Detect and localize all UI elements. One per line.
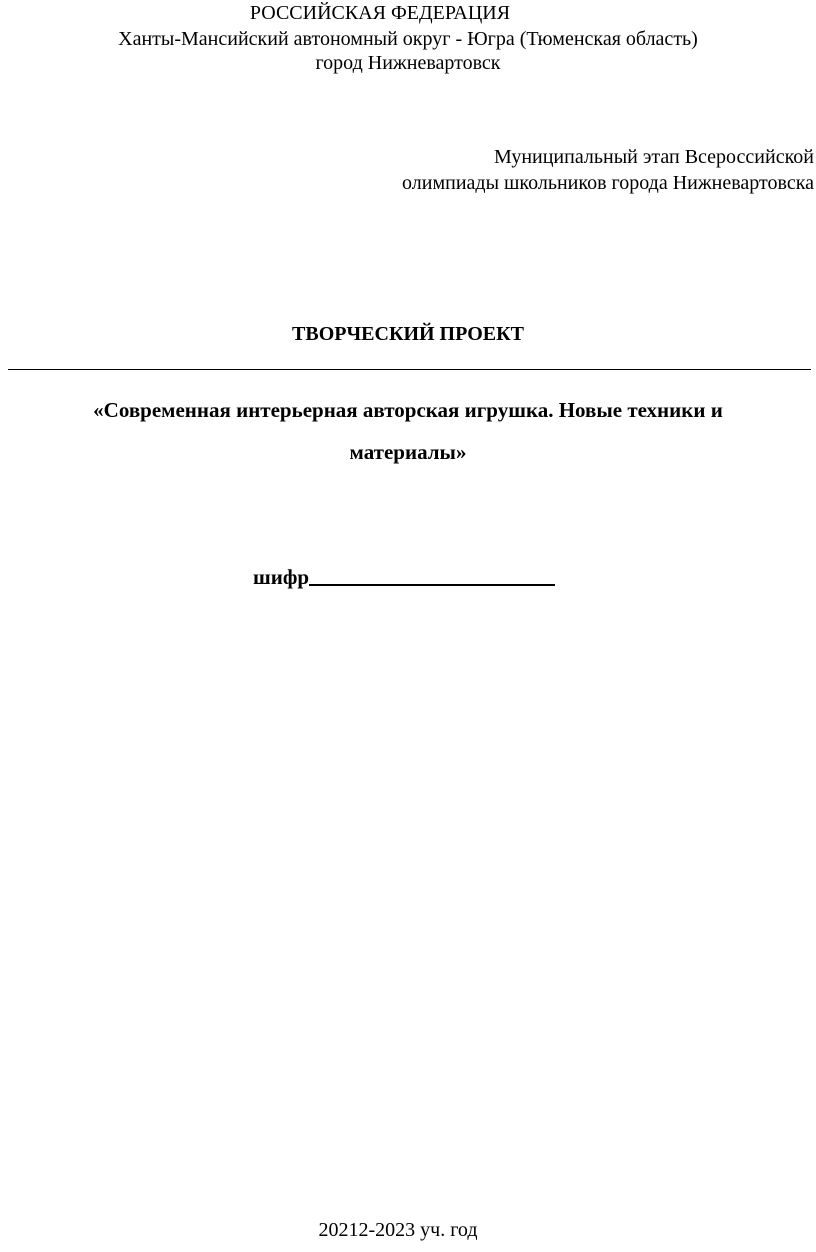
header-country: РОССИЙСКАЯ ФЕДЕРАЦИЯ (249, 2, 511, 24)
project-title-line-1: «Современная интерьерная авторская игрушка. Новые техники и (93, 398, 723, 422)
header-region: Ханты-Мансийский автономный округ - Югра (Тюменская область) (118, 28, 698, 50)
cipher-label: шифр (253, 565, 310, 589)
school-year: 20212-2023 уч. год (318, 1219, 478, 1241)
olympiad-stage-line-1: Муниципальный этап Всероссийской (494, 146, 814, 168)
header-city: город Нижневартовск (315, 52, 501, 74)
olympiad-stage-line-2: олимпиады школьников города Нижневартовска (402, 172, 814, 194)
document-type-heading: ТВОРЧЕСКИЙ ПРОЕКТ (292, 323, 524, 345)
title-divider-line (8, 369, 811, 370)
project-title-line-2: материалы» (349, 440, 467, 464)
cipher-blank-line (309, 584, 555, 586)
cipher-field (253, 563, 555, 589)
